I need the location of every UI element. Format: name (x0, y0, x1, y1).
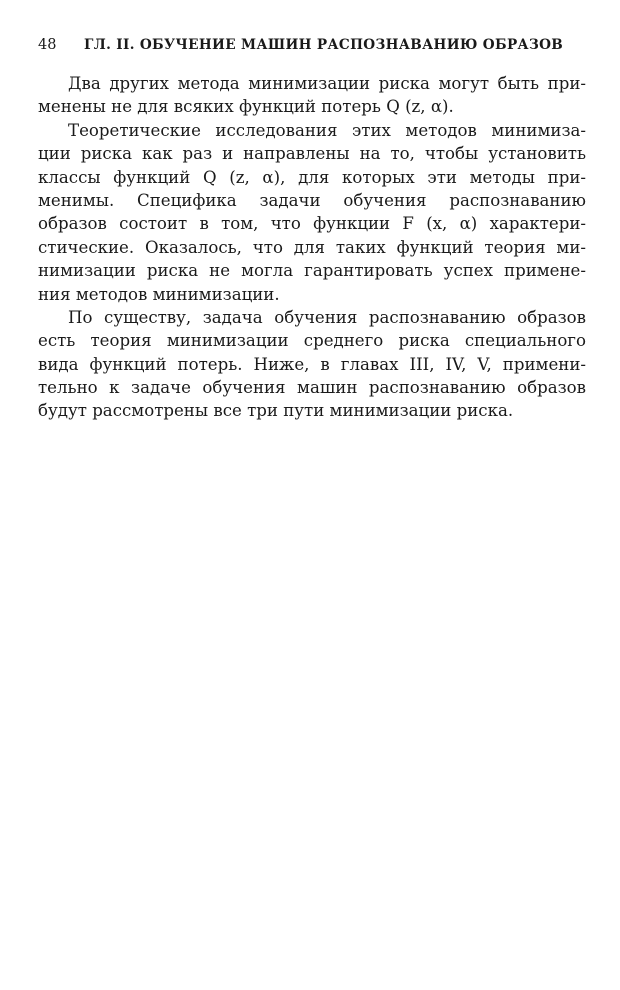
text-line: Теоретические исследования этих методов минимиза- (68, 120, 586, 140)
chapter-title: ГЛ. II. ОБУЧЕНИЕ МАШИН РАСПОЗНАВАНИЮ ОБРАЗОВ (84, 37, 564, 53)
running-head (38, 34, 586, 56)
text-line: тельно к задаче обучения машин распознаванию образов (38, 378, 586, 398)
page-number: 48 (38, 37, 57, 53)
text-line: стические. Оказалось, что для таких функций теория ми- (38, 237, 586, 257)
text-line: ния методов минимизации. (38, 284, 280, 304)
text-line: классы функций Q (z, α), для которых эти методы при- (38, 167, 586, 187)
paragraph-2 (38, 119, 586, 306)
text-line: менимы. Специфика задачи обучения распознаванию (38, 190, 586, 210)
text-line: Два других метода минимизации риска могут быть при- (68, 74, 586, 93)
text-line: будут рассмотрены все три пути минимизации риска. (38, 401, 514, 421)
text-line: По существу, задача обучения распознаванию образов (68, 307, 586, 327)
body-text (38, 72, 586, 423)
text-line: нимизации риска не могла гарантировать успех применe- (38, 261, 586, 281)
text-line: ции риска как раз и направлены на то, чтобы установить (38, 144, 586, 164)
text-line: менены не для всяких функций потерь Q (z, α). (38, 97, 454, 117)
text-line: есть теория минимизации среднего риска специального (38, 331, 586, 351)
paragraph-1 (38, 72, 586, 119)
paragraph-3 (38, 306, 586, 423)
text-line: вида функций потерь. Ниже, в главах III, IV, V, примени- (38, 354, 586, 374)
text-line: образов состоит в том, что функции F (x, α) характери- (38, 214, 586, 234)
